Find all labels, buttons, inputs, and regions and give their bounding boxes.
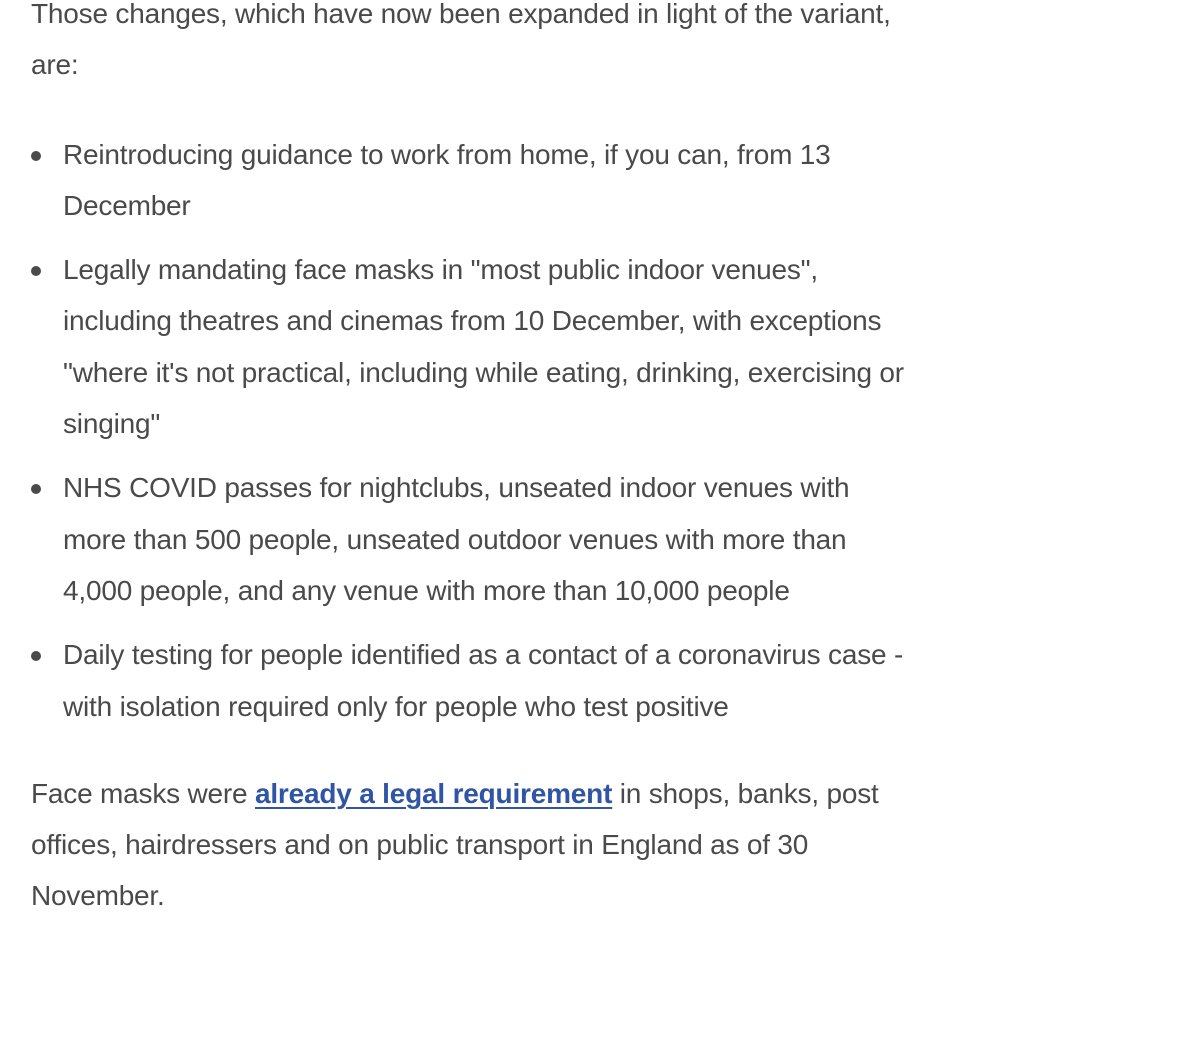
list-item xyxy=(31,244,911,449)
list-item-text: Reintroducing guidance to work from home, if you can, from 13 December xyxy=(63,138,831,221)
legal-requirement-link[interactable]: already a legal requirement xyxy=(254,777,613,809)
bullet-icon xyxy=(31,651,41,661)
list-item-text: NHS COVID passes for nightclubs, unseated indoor venues with more than 500 people, unseated outdoor venues with more than 4,000 people, and any venue with more than 10,000 people xyxy=(63,472,850,606)
measures-list xyxy=(31,129,911,732)
closing-text-after: in shops, banks, post offices, hairdressers and on public transport in England as of 30 November. xyxy=(31,777,879,912)
bullet-icon xyxy=(31,151,41,161)
list-item xyxy=(31,462,911,616)
list-item-text: Legally mandating face masks in "most public indoor venues", including theatres and cinemas from 10 December, with exceptions "where it's not practical, including while eating, drinking, exercising or singing" xyxy=(63,254,904,440)
article-body xyxy=(31,0,911,922)
bullet-icon xyxy=(31,484,41,494)
list-item xyxy=(31,629,911,732)
bullet-icon xyxy=(31,266,41,276)
closing-text-before: Face masks were xyxy=(31,777,255,809)
closing-paragraph xyxy=(31,768,911,922)
list-item-text: Daily testing for people identified as a contact of a coronavirus case - with isolation required only for people who test positive xyxy=(63,639,904,722)
list-item xyxy=(31,129,911,232)
intro-paragraph: Those changes, which have now been expanded in light of the variant, are: xyxy=(31,0,891,81)
